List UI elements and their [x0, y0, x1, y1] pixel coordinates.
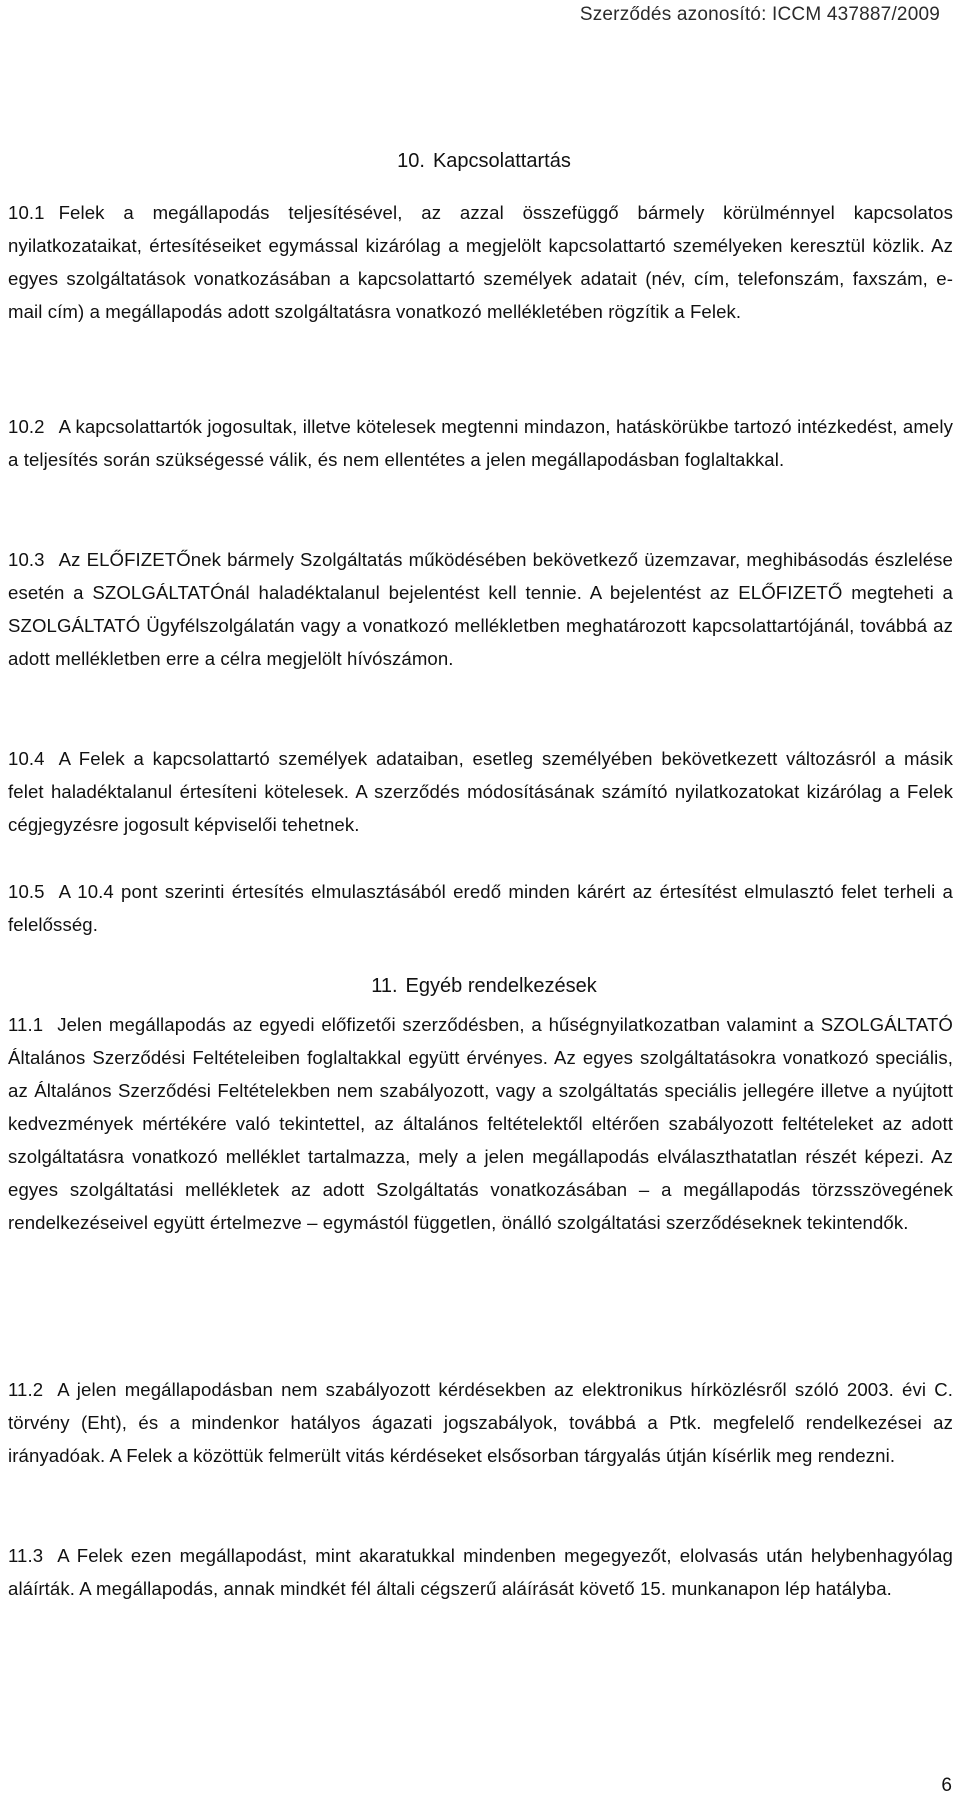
- section-title-egyeb-rendelkezesek: [8, 975, 960, 998]
- section-title-text: Egyéb rendelkezések: [405, 975, 597, 997]
- paragraph-text: A 10.4 pont szerinti értesítés elmulasztásából eredő minden kárért az értesítést elmulasztó felet terheli a felelősség.: [8, 881, 953, 935]
- paragraph-10-1: [8, 196, 953, 328]
- page-number: 6: [941, 1775, 952, 1796]
- paragraph-text: A Felek ezen megállapodást, mint akaratukkal mindenben megegyezőt, elolvasás után helybenhagyólag aláírták. A megállapodás, annak mindkét fél általi cégszerű aláírását követő 15. munkanapon lép hatályba.: [8, 1545, 953, 1599]
- paragraph-10-3: [8, 543, 953, 675]
- section-title-text: Kapcsolattartás: [432, 150, 571, 172]
- paragraph-11-2: [8, 1373, 953, 1472]
- paragraph-number: 10.5: [8, 881, 45, 902]
- paragraph-text: A Felek a kapcsolattartó személyek adataiban, esetleg személyében bekövetkezett változásról a másik felet haladéktalanul értesíteni kötelesek. A szerződés módosításának számító nyilatkozatokat kizárólag a Felek cégjegyzésre jogosult képviselői tehetnek.: [8, 748, 953, 835]
- paragraph-number: 11.1: [8, 1014, 44, 1035]
- paragraph-number: 10.3: [8, 549, 45, 570]
- paragraph-text: Az ELŐFIZETŐnek bármely Szolgáltatás működésében bekövetkező üzemzavar, meghibásodás észlelése esetén a SZOLGÁLTATÓnál haladéktalanul bejelentést kell tennie. A bejelentést az ELŐFIZETŐ megteheti a SZOLGÁLTATÓ Ügyfélszolgálatán vagy a vonatkozó mellékletben meghatározott kapcsolattartójánál, továbbá az adott mellékletben erre a célra megjelölt hívószámon.: [8, 549, 953, 669]
- section-number: 10.: [397, 150, 425, 172]
- paragraph-10-4: [8, 742, 953, 841]
- paragraph-10-2: [8, 410, 953, 476]
- paragraph-11-3: [8, 1539, 953, 1605]
- contract-id-header: Szerződés azonosító: ICCM 437887/2009: [579, 4, 940, 25]
- paragraph-number: 11.2: [8, 1379, 44, 1400]
- paragraph-10-5: [8, 875, 953, 941]
- paragraph-text: A jelen megállapodásban nem szabályozott kérdésekben az elektronikus hírközlésről szóló 2003. évi C. törvény (Eht), és a mindenkor hatályos ágazati jogszabályok, továbbá a Ptk. megfelelő rendelkezései az irányadóak. A Felek a közöttük felmerült vitás kérdéseket elsősorban tárgyalás útján kísérlik meg rendezni.: [8, 1379, 953, 1466]
- paragraph-11-1: [8, 1008, 953, 1239]
- paragraph-number: 10.1: [8, 202, 45, 223]
- section-number: 11.: [371, 975, 398, 997]
- section-title-kapcsolattartas: [8, 150, 960, 173]
- paragraph-text: Felek a megállapodás teljesítésével, az azzal összefüggő bármely körülménnyel kapcsolatos nyilatkozataikat, értesítéseiket egymással kizárólag a megjelölt kapcsolattartó személyeken keresztül közlik. Az egyes szolgáltatások vonatkozásában a kapcsolattartó személyek adatait (név, cím, telefonszám, faxszám, e-mail cím) a megállapodás adott szolgáltatásra vonatkozó mellékletében rögzítik a Felek.: [8, 202, 953, 322]
- paragraph-number: 10.4: [8, 748, 45, 769]
- paragraph-text: A kapcsolattartók jogosultak, illetve kötelesek megtenni mindazon, hatáskörükbe tartozó intézkedést, amely a teljesítés során szükségessé válik, és nem ellentétes a jelen megállapodásban foglaltakkal.: [8, 416, 953, 470]
- paragraph-text: Jelen megállapodás az egyedi előfizetői szerződésben, a hűségnyilatkozatban valamint a SZOLGÁLTATÓ Általános Szerződési Feltételeiben foglaltakkal együtt érvényes. Az egyes szolgáltatásokra vonatkozó speciális, az Általános Szerződési Feltételekben nem szabályozott, vagy a szolgáltatás speciális jellegére illetve a nyújtott kedvezmények mértékére való tekintettel, az általános feltételektől eltérően szabályozott feltételeket az adott szolgáltatásra vonatkozó melléklet tartalmazza, mely a jelen megállapodás elválaszthatatlan részét képezi. Az egyes szolgáltatási mellékletek az adott Szolgáltatás vonatkozásában – a megállapodás törzsszövegének rendelkezéseivel együtt értelmezve – egymástól független, önálló szolgáltatási szerződéseknek tekintendők.: [8, 1014, 953, 1233]
- paragraph-number: 10.2: [8, 416, 45, 437]
- paragraph-number: 11.3: [8, 1545, 44, 1566]
